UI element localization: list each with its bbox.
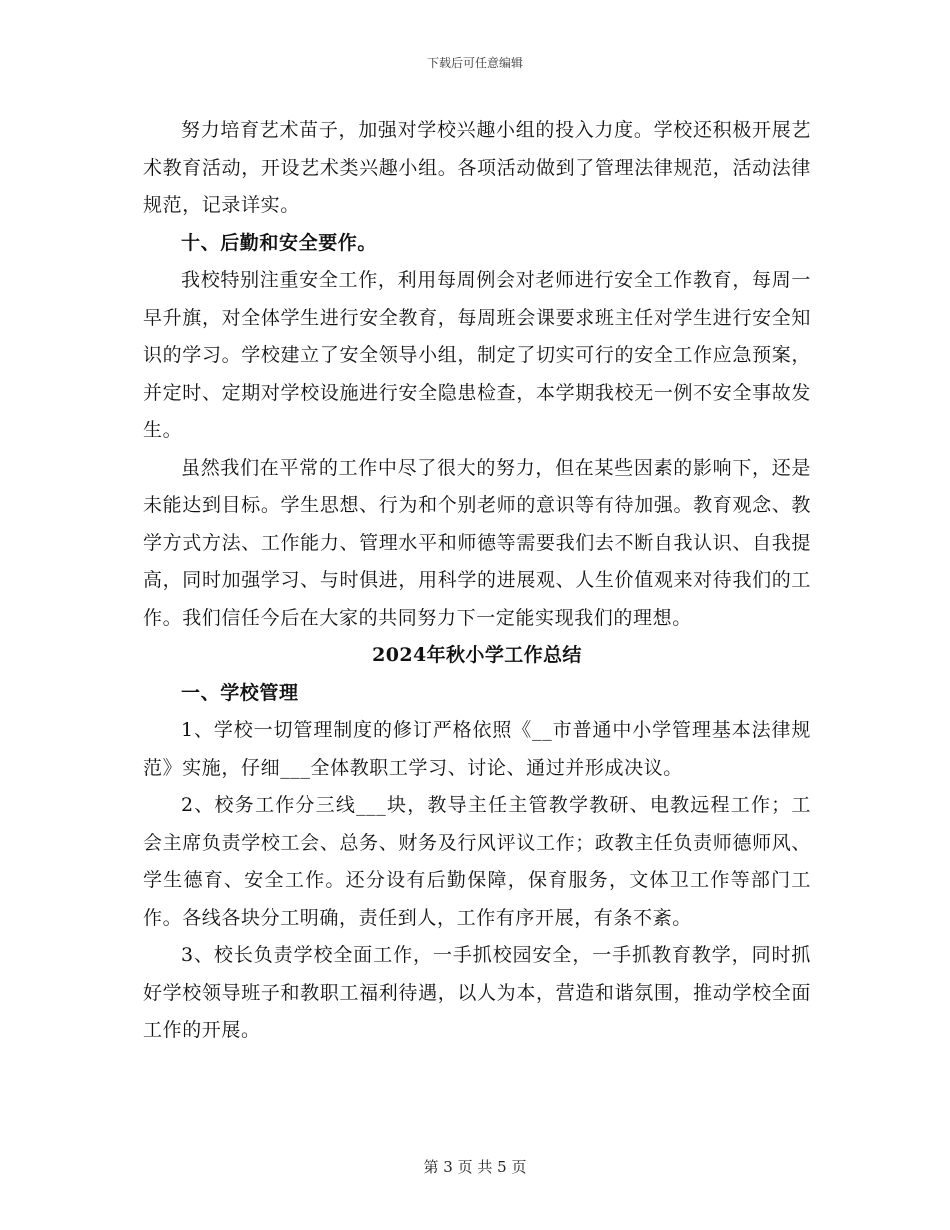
paragraph-work-division: 2、校务工作分三线___块，教导主任主管教学教研、电教远程工作；工会主席负责学校工会、总务、财务及行风评议工作；政教主任负责师德师风、学生德育、安全工作。还分设有后勤保障，保育服务，文体卫工作等部门工作。各线各块分工明确，责任到人，工作有序开展，有条不紊。 <box>143 794 811 929</box>
paragraph-management-rules: 1、学校一切管理制度的修订严格依照《__市普通中小学管理基本法律规范》实施，仔细___全体教职工学习、讨论、通过并形成决议。 <box>143 719 811 779</box>
page-number: 第 3 页 共 5 页 <box>423 1158 527 1176</box>
paragraph-safety-work: 我校特别注重安全工作，利用每周例会对老师进行安全工作教育，每周一早升旗，对全体学生进行安全教育，每周班会课要求班主任对学生进行安全知识的学习。学校建立了安全领导小组，制定了切实可行的安全工作应急预案，并定时、定期对学校设施进行安全隐患检查，本学期我校无一例不安全事故发生。 <box>143 269 811 441</box>
document-body <box>143 112 811 1050</box>
section-heading-logistics-safety: 十、后勤和安全要作。 <box>181 231 378 254</box>
paragraph-art-education: 努力培育艺术苗子，加强对学校兴趣小组的投入力度。学校还积极开展艺术教育活动，开设艺术类兴趣小组。各项活动做到了管理法律规范，活动法律规范，记录详实。 <box>143 119 811 216</box>
section-heading-school-management: 一、学校管理 <box>181 681 299 704</box>
paragraph-reflection: 虽然我们在平常的工作中尽了很大的努力，但在某些因素的影响下，还是未能达到目标。学生思想、行为和个别老师的意识等有待加强。教育观念、教学方式方法、工作能力、管理水平和师德等需要我们去不断自我认识、自我提高，同时加强学习、与时俱进，用科学的进展观、人生价值观来对待我们的工作。我们信任今后在大家的共同努力下一定能实现我们的理想。 <box>143 456 811 629</box>
paragraph-principal-duties: 3、校长负责学校全面工作，一手抓校园安全，一手抓教育教学，同时抓好学校领导班子和教职工福利待遇，以人为本，营造和谐氛围，推动学校全面工作的开展。 <box>143 944 811 1041</box>
page-header-note: 下载后可任意编辑 <box>426 56 523 70</box>
document-title: 2024年秋小学工作总结 <box>372 644 582 666</box>
